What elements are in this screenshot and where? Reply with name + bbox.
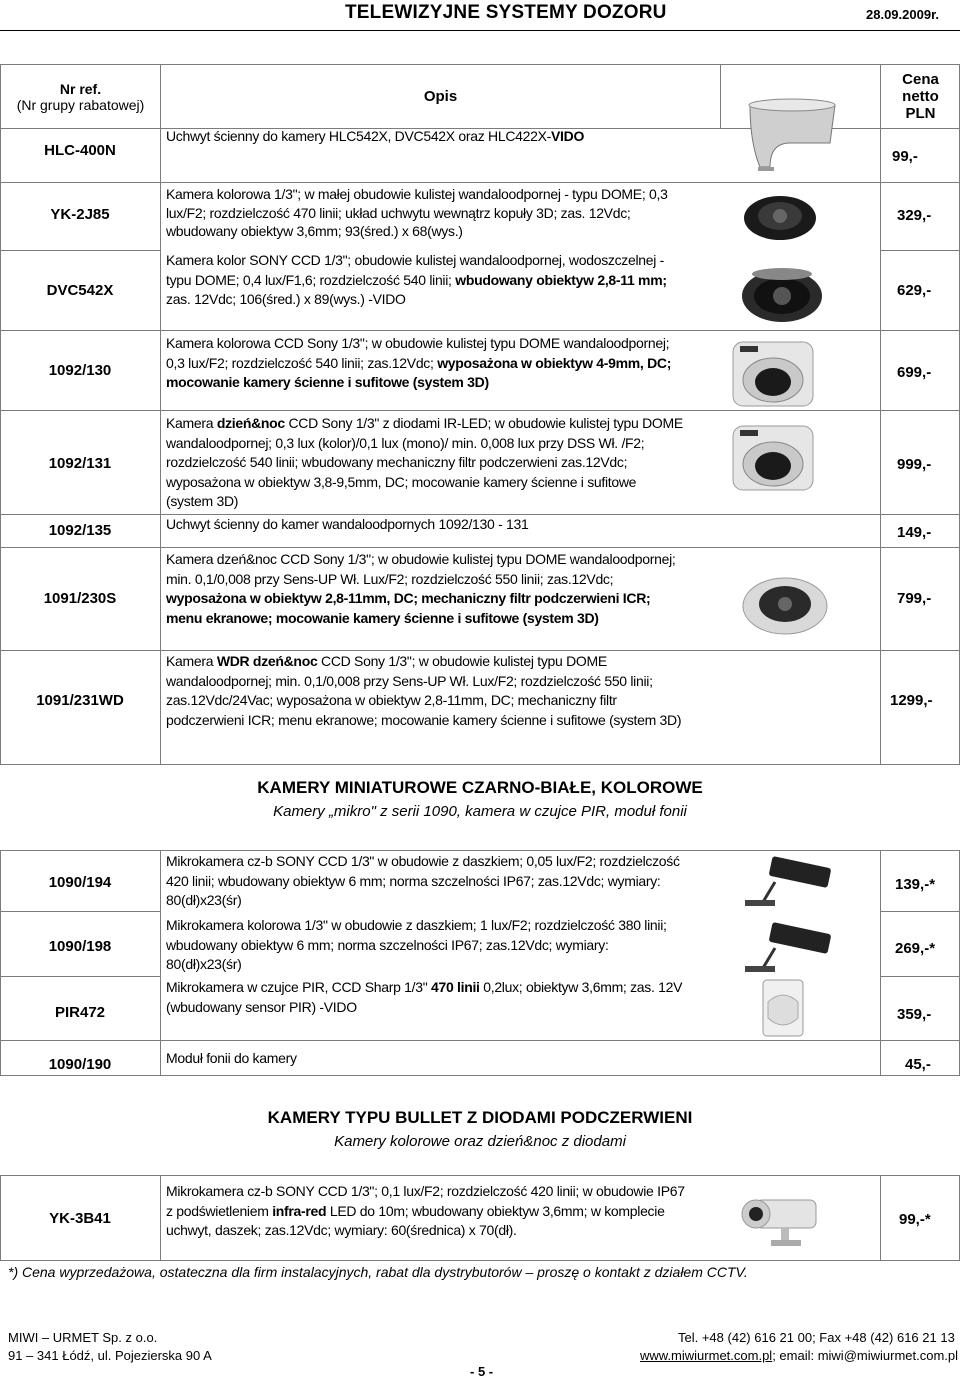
col-desc-header: Opis [161, 65, 721, 129]
price-header-l1: Cena [902, 71, 939, 88]
price: 999,- [897, 456, 932, 473]
ref-code: 1090/198 [48, 938, 112, 955]
price: 45,- [905, 1056, 931, 1073]
price: 629,- [897, 282, 932, 299]
row-description: Mikrokamera kolorowa 1/3" w obudowie z daszkiem; 1 lux/F2; rozdzielczość 380 linii; wbudowany obiektyw 6 mm; norma szczelności IP67; zas.12Vdc; wymiary: 80(dł)x23(śr) [166, 917, 667, 972]
dome-camera-urmet-ir-icon [728, 422, 818, 494]
section-title-mini: KAMERY MINIATUROWE CZARNO-BIAŁE, KOLOROWE [257, 778, 703, 797]
row-description: Moduł fonii do kamery [166, 1050, 297, 1066]
row-description: Kamera dzień&noc CCD Sony 1/3" z diodami IR-LED; w obudowie kulistej typu DOME wandaloodpornej; 0,3 lux (kolor)/0,1 lux (mono)/ min. 0,008 lux przy DSS Wł. /F2; rozdzielczość 540 linii; wbudowany mechaniczny filtr podczerwieni zas.12Vdc; wyposażona w obiektyw 3,8-9,5mm, DC; mocowanie kamery ścienne i sufitowe (system 3D) [166, 415, 683, 509]
micro-camera-color-icon [735, 918, 835, 978]
row-description: Kamera kolorowa CCD Sony 1/3"; w obudowie kulistej typu DOME wandaloodpornej; 0,3 lux/F2; rozdzielczość 540 linii; zas.12Vdc; wyposażona w obiektyw 4-9mm, DC; mocowanie kamery ścienne i sufitowe (system 3D) [166, 335, 672, 390]
price: 139,-* [895, 876, 936, 893]
row-description: Kamera kolorowa 1/3"; w małej obudowie kulistej wandaloodpornej - typu DOME; 0,3 lux/F2; rozdzielczość 470 linii; układ uchwytu wewnątrz kopuły 3D; zas. 12Vdc; wbudowany obiektyw 3,6mm; 93(śred.) x 68(wys.) [166, 186, 668, 239]
price-header-l3: PLN [905, 105, 936, 122]
bullet-camera-icon [726, 1186, 826, 1252]
row-description: Kamera dzeń&noc CCD Sony 1/3"; w obudowie kulistej typu DOME wandaloodpornej; min. 0,1/0,008 przy Sens-UP Wł. Lux/F2; rozdzielczość 550 linii; zas.12Vdc; wyposażona w obiektyw 2,8-11mm, DC; mechaniczny filtr podczerwieni ICR; menu ekranowe; mocowanie kamery ścienne i sufitowe (system 3D) [166, 551, 676, 626]
section-title-bullet: KAMERY TYPU BULLET Z DIODAMI PODCZERWIENI [267, 1108, 693, 1127]
ref-code: 1092/131 [48, 455, 112, 472]
price: 1299,- [890, 692, 933, 709]
ref-header-sublabel: (Nr grupy rabatowej) [16, 96, 145, 113]
row-description: Mikrokamera cz-b SONY CCD 1/3" w obudowie z daszkiem; 0,05 lux/F2; rozdzielczość 420 linii; wbudowany obiektyw 6 mm; norma szczelności IP67; zas.12Vdc; wymiary: 80(dł)x23(śr) [166, 853, 680, 908]
ref-code: YK-3B41 [49, 1210, 111, 1227]
ref-code: 1090/194 [48, 874, 112, 891]
footer-phone: Tel. +48 (42) 616 21 00; Fax +48 (42) 616 21 13 [678, 1330, 955, 1345]
dome-camera-vidos-icon [737, 258, 827, 326]
ref-header-label: Nr ref. [59, 80, 102, 97]
page-date: 28.09.2009r. [866, 7, 940, 22]
ref-code: PIR472 [54, 1004, 106, 1021]
row-description: Kamera kolor SONY CCD 1/3"; obudowie kulistej wandaloodpornej, wodoszczelnej - typu DOME; 0,4 lux/F1,6; rozdzielczość 540 linii; wbudowany obiektyw 2,8-11 mm; zas. 12Vdc; 106(śred.) x 89(wys.) -VIDO [166, 252, 667, 307]
footnote: *) Cena wyprzedażowa, ostateczna dla firm instalacyjnych, rabat dla dystrybutorów – proszę o kontakt z działem CCTV. [8, 1264, 748, 1280]
price: 699,- [897, 364, 932, 381]
row-description: Uchwyt ścienny do kamer wandaloodpornych 1092/130 - 131 [166, 516, 529, 532]
ref-code: 1090/190 [48, 1056, 112, 1073]
dome-camera-urmet-icon [728, 338, 818, 410]
page-number: - 5 - [470, 1364, 494, 1379]
ref-code: 1091/231WD [36, 692, 124, 709]
row-description: Uchwyt ścienny do kamery HLC542X, DVC542X oraz HLC422X-VIDO [166, 128, 585, 144]
section-subtitle-mini: Kamery „mikro" z serii 1090, kamera w czujce PIR, moduł fonii [273, 803, 687, 820]
row-description: Kamera WDR dzeń&noc CCD Sony 1/3"; w obudowie kulistej typu DOME wandaloodpornej; min. 0,1/0,008 przy Sens-UP Wł. Lux/F2; rozdzielczość 550 linii; zas.12Vdc/24Vac; wyposażona w obiektyw 2,8-11mm, DC; mechaniczny filtr podczerwieni ICR; menu ekranowe; mocowanie kamery ścienne i sufitowe (system 3D) [166, 653, 682, 728]
footer-company: MIWI – URMET Sp. z o.o. [8, 1330, 158, 1345]
dome-camera-white-icon [740, 568, 830, 638]
ref-code: 1092/130 [48, 362, 112, 379]
ref-code: HLC-400N [44, 142, 116, 159]
email-label: ; email: miwi@miwiurmet.com.pl [772, 1348, 959, 1363]
ref-code: 1091/230S [43, 590, 117, 607]
footer-contact [640, 1348, 958, 1363]
price: 269,-* [895, 940, 936, 957]
row-description: Mikrokamera w czujce PIR, CCD Sharp 1/3" 470 linii 0,2lux; obiektyw 3,6mm; zas. 12V (wbudowany sensor PIR) -VIDO [166, 979, 683, 1015]
website-link[interactable]: www.miwiurmet.com.pl [640, 1348, 773, 1363]
price: 329,- [897, 207, 932, 224]
price: 359,- [897, 1006, 932, 1023]
price: 99,-* [899, 1211, 931, 1228]
section-subtitle-bullet: Kamery kolorowe oraz dzień&noc z diodami [334, 1133, 626, 1150]
dome-camera-black-icon [740, 188, 820, 244]
wall-bracket-icon [730, 95, 850, 175]
price: 149,- [897, 524, 932, 541]
price: 799,- [897, 590, 932, 607]
ref-code: YK-2J85 [50, 206, 110, 223]
pir-camera-icon [758, 978, 808, 1038]
page-title: TELEWIZYJNE SYSTEMY DOZORU [345, 2, 667, 23]
price: 99,- [892, 148, 918, 165]
footer-address: 91 – 341 Łódź, ul. Pojezierska 90 A [8, 1348, 212, 1363]
ref-code: 1092/135 [48, 522, 112, 539]
micro-camera-icon [735, 852, 835, 912]
price-header-l2: netto [902, 88, 939, 105]
ref-code: DVC542X [46, 282, 114, 299]
row-description: Mikrokamera cz-b SONY CCD 1/3"; 0,1 lux/F2; rozdzielczość 420 linii; w obudowie IP67 z podświetleniem infra-red LED do 10m; wbudowany obiektyw 3,6mm; w komplecie uchwyt, daszek; zas.12Vdc; wymiary: 60(średnica) x 70(dł). [166, 1183, 685, 1238]
